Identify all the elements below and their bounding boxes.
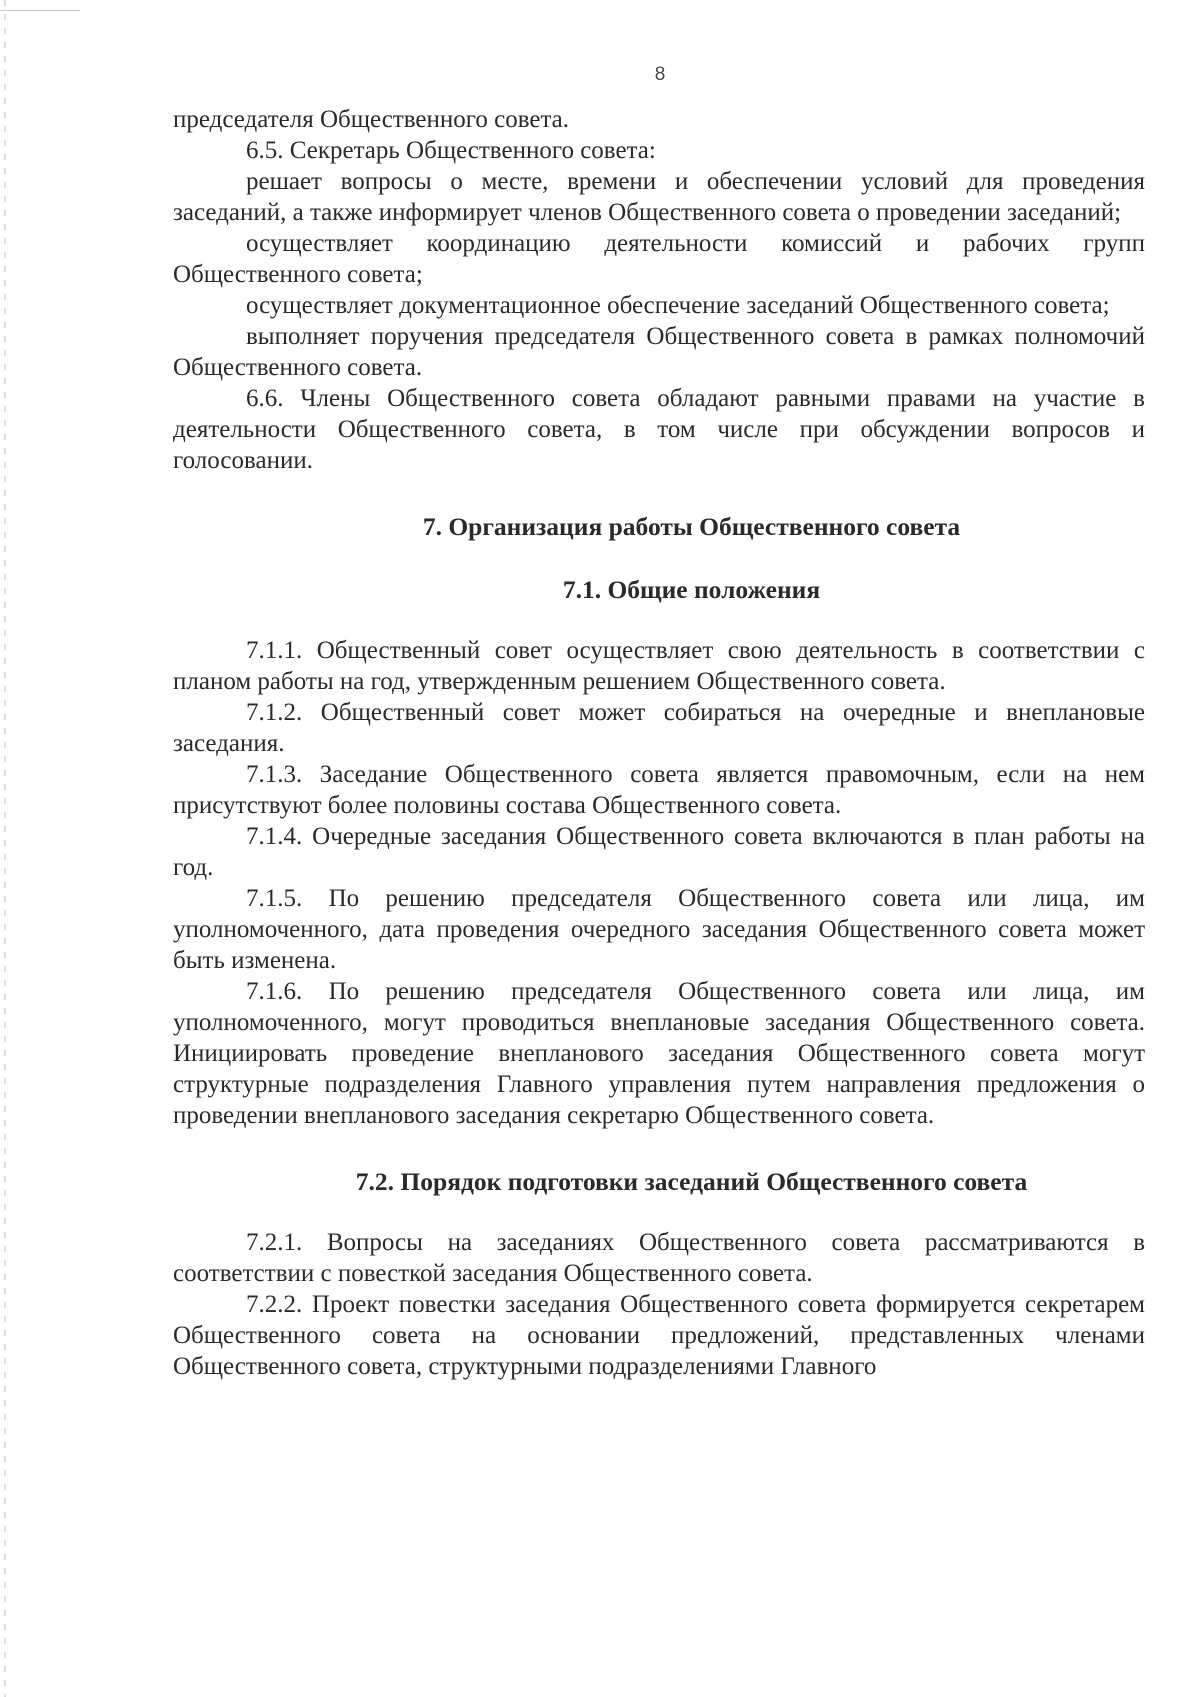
paragraph: 6.5. Секретарь Общественного совета: xyxy=(246,137,656,164)
paragraph: решает вопросы о месте, времени и обеспечении условий для проведения заседаний, а также информирует членов Общественного совета о проведении заседаний; xyxy=(173,168,1145,226)
page-number: 8 xyxy=(654,64,666,85)
paragraph: 7.2.2. Проект повестки заседания Общественного совета формируется секретарем Общественного совета на основании предложений, представленных членами Общественного совета, структурными подразделениями Главного xyxy=(173,1291,1145,1380)
paragraph: 7.1.3. Заседание Общественного совета является правомочным, если на нем присутствуют более половины состава Общественного совета. xyxy=(173,761,1145,819)
subsection-heading: 7.1. Общие положения xyxy=(562,575,821,604)
document-body xyxy=(173,104,1145,1382)
paragraph: осуществляет координацию деятельности комиссий и рабочих групп Общественного совета; xyxy=(173,230,1145,288)
scan-corner-artifact xyxy=(0,10,80,11)
paragraph: 6.6. Члены Общественного совета обладают равными правами на участие в деятельности Общественного совета, в том числе при обсуждении вопросов и голосовании. xyxy=(173,385,1145,474)
paragraph: 7.2.1. Вопросы на заседаниях Общественного совета рассматриваются в соответствии с повесткой заседания Общественного совета. xyxy=(173,1229,1145,1287)
paragraph: 7.1.5. По решению председателя Общественного совета или лица, им уполномоченного, дата проведения очередного заседания Общественного совета может быть изменена. xyxy=(173,885,1145,974)
subsection-heading: 7.2. Порядок подготовки заседаний Общественного совета xyxy=(355,1167,1028,1196)
paragraph: 7.1.2. Общественный совет может собираться на очередные и внеплановые заседания. xyxy=(173,699,1145,757)
paragraph: 7.1.1. Общественный совет осуществляет свою деятельность в соответствии с планом работы на год, утвержденным решением Общественного совета. xyxy=(173,637,1145,695)
paragraph: выполняет поручения председателя Общественного совета в рамках полномочий Общественного совета. xyxy=(173,323,1145,381)
paragraph: 7.1.4. Очередные заседания Общественного совета включаются в план работы на год. xyxy=(173,823,1145,881)
scan-edge-artifact xyxy=(4,0,6,1697)
paragraph: 7.1.6. По решению председателя Общественного совета или лица, им уполномоченного, могут проводиться внеплановые заседания Общественного совета. Инициировать проведение внепланового заседания Общественного совета могут структурные подразделения Главного управления путем направления предложения о проведении внепланового заседания секретарю Общественного совета. xyxy=(173,978,1145,1129)
paragraph: председателя Общественного совета. xyxy=(173,106,570,133)
paragraph: осуществляет документационное обеспечение заседаний Общественного совета; xyxy=(246,292,1110,319)
section-heading: 7. Организация работы Общественного совета xyxy=(422,512,961,541)
